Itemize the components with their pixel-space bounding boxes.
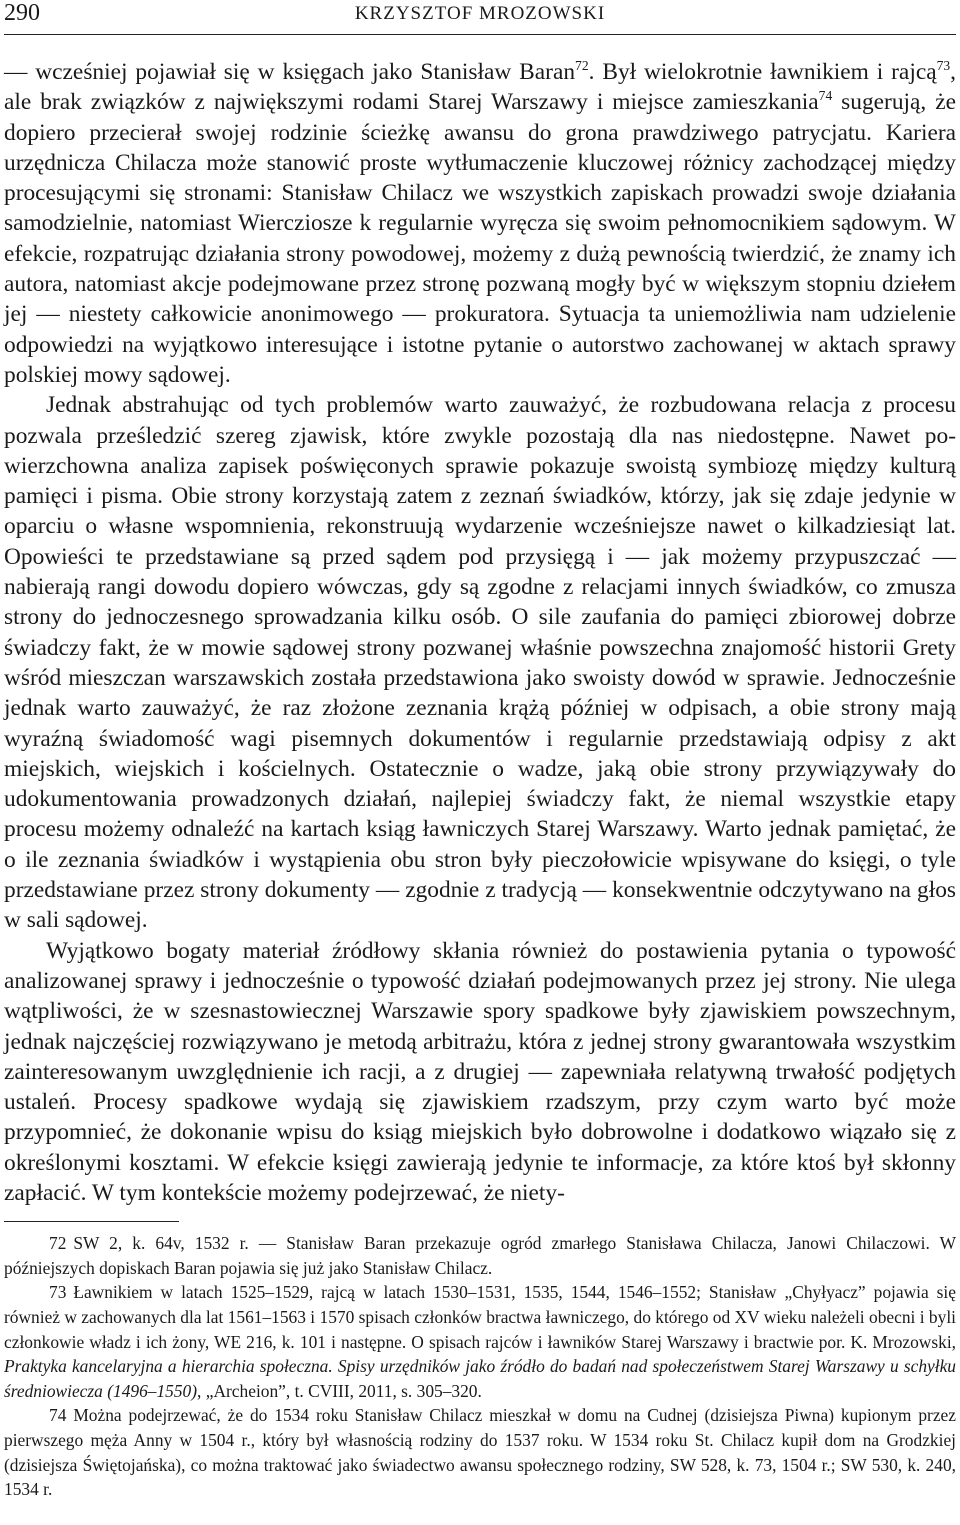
paragraph-2 — [4, 390, 956, 935]
page-number: 290 — [4, 0, 40, 26]
paragraph-text: sugerują, że dopiero przecierał swojej rodzinie ścieżkę awansu do grona prawdziwego patrycjatu. Kariera urzędnicza Chilacza może stanowić proste wytłumaczenie kluczowej różnicy zachodzącej między procesującymi się stronami: Stanisław Chilacz we wszystkich zapiskach prowadzi swoje działania samodzielnie, natomiast Wiercziosze k regularnie wyręcza się swoim pełnomocnikiem sądowym. W efekcie, rozpatrując działania strony powodowej, możemy z dużą pewnością twierdzić, że znamy ich autora, natomiast akcje podejmowane przez stronę pozwaną mogły być w większym stopniu dziełem jej — niestety całkowicie anonimowego — prokuratora. Sytuacja ta uniemożliwia nam udzielenie odpowiedzi na wyjątkowo interesujące i istotne pytanie o autorstwo zachowanej w aktach sprawy polskiej mowy sądowej. — [4, 89, 956, 388]
footnote-italic: Praktyka kancelaryjna a hierarchia społeczna. Spisy urzędników jako źródło do badań nad społeczeństwem Starej Warszawy u schyłku średniowiecza (1496–1550) — [4, 1356, 956, 1401]
footnote-text: SW 2, k. 64v, 1532 r. — Stanisław Baran przekazuje ogród zmarłego Stanisława Chilacza, Janowi Chilaczowi. W późniejszych dopiskach Baran pojawia się już jako Stanisław Chilacz. — [4, 1233, 956, 1278]
footnote-74 — [4, 1403, 956, 1501]
footnote-number: 74 — [49, 1405, 67, 1426]
footnote-ref: 72 — [575, 58, 589, 74]
footnote-73 — [4, 1280, 956, 1403]
paragraph-text: Jednak abstrahując od tych problemów warto zauważyć, że rozbudowana relacja z procesu pozwala prześledzić szereg zjawisk, które zwykle pozostają dla nas niedostępne. Nawet powierzchowna analiza zapisek poświęconych sprawie pokazuje swoistą symbiozę między kulturą pamięci i pisma. Obie strony korzystają zatem z zeznań świadków, którzy, jak się zdaje jedynie w oparciu o własne wspomnienia, rekonstruują wydarzenie wcześniejsze nawet o kilkadziesiąt lat. Opowieści te przedstawiane są przed sądem pod przysięgą i — jak możemy przypuszczać — nabierają rangi dowodu dopiero wówczas, gdy są zgodne z relacjami innych świadków, co zmusza strony do jednoczesnego sprowadzania kilku osób. O sile zaufania do pamięci zbiorowej dobrze świadczy fakt, że w mowie sądowej strony pozwanej właśnie powszechna znajomość historii Grety wśród mieszczan warszawskich została przedstawiona jako swoisty dowód w sprawie. Jednocześnie jednak warto zauważyć, że raz złożone zeznania krążą później w odpisach, a obie strony mają wyraźną świadomość wagi pisemnych dokumentów i regularnie przedstawiają odpisy z akt miejskich, wiejskich i kościelnych. Ostatecznie o wadze, jaką obie strony przywiązywały do udokumentowania prowadzonych działań, najlepiej świadczy fakt, że niemal wszystkie etapy procesu możemy odnaleźć na kartach ksiąg ławniczych Starej Warszawy. Warto jednak pamiętać, że o ile zeznania świadków i wystąpienia obu stron były pieczołowicie wpisywane do księgi, o tyle przedstawiane przez strony dokumenty — zgodnie z tradycją — konsekwentnie odczytywano na głos w sali sądowej. — [4, 392, 956, 934]
footnotes — [4, 1231, 956, 1502]
running-head: KRZYSZTOF MROZOWSKI — [354, 3, 606, 24]
paragraph-text: , ale brak związków z największymi rodami Starej Warszawy i miejsce zamieszkania — [4, 59, 957, 116]
footnote-72 — [4, 1231, 956, 1280]
paragraph-text: — wcześniej pojawiał się w księgach jako Stanisław Baran — [4, 59, 576, 85]
footnote-ref: 73 — [936, 58, 951, 74]
footnote-number: 72 — [49, 1233, 67, 1254]
footnote-text: Ławnikiem w latach 1525–1529, rajcą w latach 1530–1531, 1535, 1544, 1546–1552; Stanisław „Chyłyacz” pojawia się również w zachowanych dla lat 1561–1563 i 1570 spisach członków bractwa ławniczego, do którego od XV wieku należeli obecni i byli członkowie władz i ich żony, WE 216, k. 101 i następne. O spisach rajców i ławników Starej Warszawy i bractwie por. K. Mrozowski, — [4, 1282, 956, 1352]
body-text — [4, 35, 956, 1208]
paragraph-text: . Był wielokrotnie ławnikiem i rajcą — [588, 59, 937, 85]
paragraph-3 — [4, 936, 956, 1209]
paragraph-text: Wyjątkowo bogaty materiał źródłowy skłania również do postawienia pytania o typowość analizowanej sprawy i jednocześnie o typowość działań podejmowanych przez jej strony. Nie ulega wątpliwości, że w szesnastowiecznej Warszawie spory spadkowe były zjawiskiem powszechnym, jednak najczęściej rozwiązywano je metodą arbitrażu, która z jednej strony gwarantowała wszystkim zainteresowanym uwzględnienie ich racji, a z drugiej — zapewniała relatywną trwałość podjętych ustaleń. Procesy spadkowe wydają się zjawiskiem rzadszym, przy czym warto być może przypomnieć, że dokonanie wpisu do ksiąg miejskich było dobrowolne i dodatkowo wiązało się z określonymi kosztami. W efekcie księgi zawierają jedynie te informacje, za które ktoś był skłonny zapłacić. W tym kontekście możemy podejrzewać, że niety- — [4, 937, 956, 1206]
footnote-text: , „Archeion”, t. CVIII, 2011, s. 305–320. — [197, 1380, 482, 1401]
footnote-text: Można podejrzewać, że do 1534 roku Stanisław Chilacz mieszkał w domu na Cudnej (dzisiejsza Piwna) kupionym przez pierwszego męża Anny w 1504 r., który był własnością rodziny do 1537 roku. W 1534 roku St. Chilacz kupił dom na Grodzkiej (dzisiejsza Świętojańska), co można traktować jako świadectwo awansu społecznego rodziny, SW 528, k. 73, 1504 r.; SW 530, k. 240, 1534 r. — [4, 1405, 956, 1500]
footnote-separator — [4, 1221, 179, 1222]
footnote-number: 73 — [49, 1282, 67, 1303]
paragraph-1 — [4, 57, 956, 390]
page-header — [4, 0, 956, 35]
footnote-ref: 74 — [818, 88, 833, 104]
